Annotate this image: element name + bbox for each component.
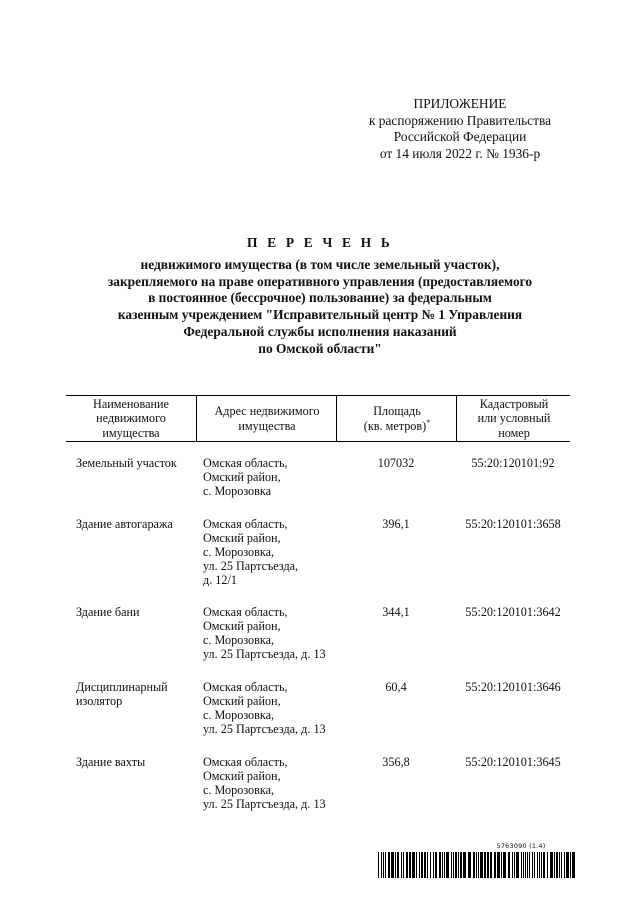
barcode-bar [433, 852, 434, 878]
cell-name: Дисциплинарный изолятор [76, 680, 168, 708]
header-area: Площадь (кв. метров)* [336, 396, 457, 441]
barcode-bar [476, 852, 477, 878]
barcode-bar [451, 852, 452, 878]
cell-area: 396,1 [382, 517, 410, 531]
barcode-bar [554, 852, 555, 878]
cell-cadastral: 55:20:120101:92 [471, 456, 555, 470]
subtitle-line: недвижимого имущества (в том числе земельный участок), [140, 257, 500, 272]
barcode-bar [480, 852, 483, 878]
subtitle-line: по Омской области" [258, 340, 382, 356]
barcode-bar [416, 852, 417, 878]
barcode-bar [439, 852, 441, 878]
barcode-bar [534, 852, 535, 878]
barcode-bar [424, 852, 426, 878]
cell-address: Омская область, Омский район, с. Морозовка, ул. 25 Партсъезда, д. 13 [203, 605, 326, 661]
barcode-bar [383, 852, 384, 878]
header-address: Адрес недвижимого имущества [196, 396, 337, 441]
barcode-bar [446, 852, 449, 878]
barcode-bar [468, 852, 471, 878]
barcode-bar [508, 852, 510, 878]
barcode-bar [525, 852, 526, 878]
header-cadastral: Кадастровый или условный номер [456, 396, 571, 441]
barcode-image [378, 852, 578, 878]
barcode-bar [532, 852, 533, 878]
barcode-bar [427, 852, 428, 878]
barcode-bar [403, 852, 404, 878]
subtitle-line: в постоянное (бессрочное) пользование) за федеральным [148, 290, 492, 306]
barcode-bar [561, 852, 562, 878]
document-subtitle [60, 257, 580, 357]
barcode-bar [401, 852, 402, 878]
barcode-bar [490, 852, 492, 878]
barcode-bar [478, 852, 479, 878]
barcode-bar [550, 852, 553, 878]
cell-area: 356,8 [382, 755, 410, 769]
barcode-bar [514, 852, 515, 878]
cell-cadastral: 55:20:120101:3642 [465, 605, 561, 619]
barcode-bar [430, 852, 431, 878]
barcode-bar [412, 852, 415, 878]
appendix-ref-line: Российской Федерации [393, 129, 527, 144]
barcode-bar [529, 852, 530, 878]
cell-name: Земельный участок [76, 456, 177, 470]
cell-address: Омская область, Омский район, с. Морозовка, ул. 25 Партсъезда, д. 13 [203, 680, 326, 736]
barcode-number: 5763090 (1.4) [496, 842, 546, 850]
barcode-bar [395, 852, 396, 878]
barcode-bar [543, 852, 545, 878]
appendix-title: ПРИЛОЖЕНИЕ [413, 96, 507, 111]
barcode-bar [512, 852, 513, 878]
barcode-bar [460, 852, 462, 878]
barcode-bar [444, 852, 445, 878]
barcode-bar [409, 852, 411, 878]
cell-area: 60,4 [385, 680, 407, 694]
barcode-bar [516, 852, 519, 878]
barcode-bar [442, 852, 443, 878]
footnote-mark: * [426, 417, 431, 427]
barcode-bar [378, 852, 379, 878]
barcode-bar [406, 852, 408, 878]
cell-cadastral: 55:20:120101:3645 [465, 755, 561, 769]
subtitle-line: Федеральной службы исполнения наказаний [183, 323, 457, 339]
barcode-bar [397, 852, 399, 878]
barcode-bar [564, 852, 565, 878]
cell-address: Омская область, Омский район, с. Морозовка [203, 456, 288, 498]
barcode-bar [419, 852, 420, 878]
cell-address: Омская область, Омский район, с. Морозовка, ул. 25 Партсъезда, д. 13 [203, 755, 326, 811]
barcode-bar [572, 852, 575, 878]
barcode-bar [497, 852, 500, 878]
barcode-bar [494, 852, 496, 878]
appendix-ref-line: к распоряжению Правительства [368, 112, 552, 128]
barcode-bar [391, 852, 394, 878]
barcode-bar [503, 852, 506, 878]
cell-area: 107032 [377, 456, 415, 470]
barcode-bar [559, 852, 560, 878]
barcode-bar [523, 852, 524, 878]
barcode-bar [541, 852, 542, 878]
barcode-bar [381, 852, 382, 878]
barcode-bar [527, 852, 528, 878]
barcode-bar [435, 852, 437, 878]
barcode-bar [453, 852, 454, 878]
barcode-bar [388, 852, 390, 878]
barcode-bar [458, 852, 459, 878]
subtitle-line: казенным учреждением "Исправительный центр № 1 Управления [117, 307, 523, 323]
barcode-bar [556, 852, 558, 878]
barcode-bar [539, 852, 540, 878]
barcode-block [378, 841, 578, 878]
barcode-bar [487, 852, 489, 878]
table-header [66, 395, 570, 442]
cell-name: Здание вахты [76, 755, 146, 769]
barcode-bar [501, 852, 502, 878]
appendix-block [330, 96, 590, 162]
document-title: П Е Р Е Ч Е Н Ь [247, 235, 393, 250]
cell-name: Здание автогаража [76, 517, 173, 531]
barcode-bar [566, 852, 569, 878]
cell-name: Здание бани [76, 605, 140, 619]
barcode-bar [547, 852, 548, 878]
barcode-bar [455, 852, 457, 878]
barcode-bar [385, 852, 386, 878]
appendix-date-number: от 14 июля 2022 г. № 1936-р [379, 145, 541, 161]
barcode-bar [421, 852, 423, 878]
property-table [66, 395, 570, 811]
cell-cadastral: 55:20:120101:3658 [465, 517, 561, 531]
barcode-bar [473, 852, 475, 878]
cell-cadastral: 55:20:120101:3646 [465, 680, 561, 694]
cell-area: 344,1 [382, 605, 410, 619]
cell-address: Омская область, Омский район, с. Морозовка, ул. 25 Партсъезда, д. 12/1 [203, 517, 299, 587]
barcode-bar [521, 852, 522, 878]
barcode-bar [570, 852, 571, 878]
header-name: Наименование недвижимого имущества [93, 396, 169, 440]
barcode-bar [463, 852, 466, 878]
barcode-bar [484, 852, 486, 878]
barcode-bar [537, 852, 538, 878]
subtitle-line: закрепляемого на праве оперативного управления (предоставляемого [107, 273, 533, 289]
